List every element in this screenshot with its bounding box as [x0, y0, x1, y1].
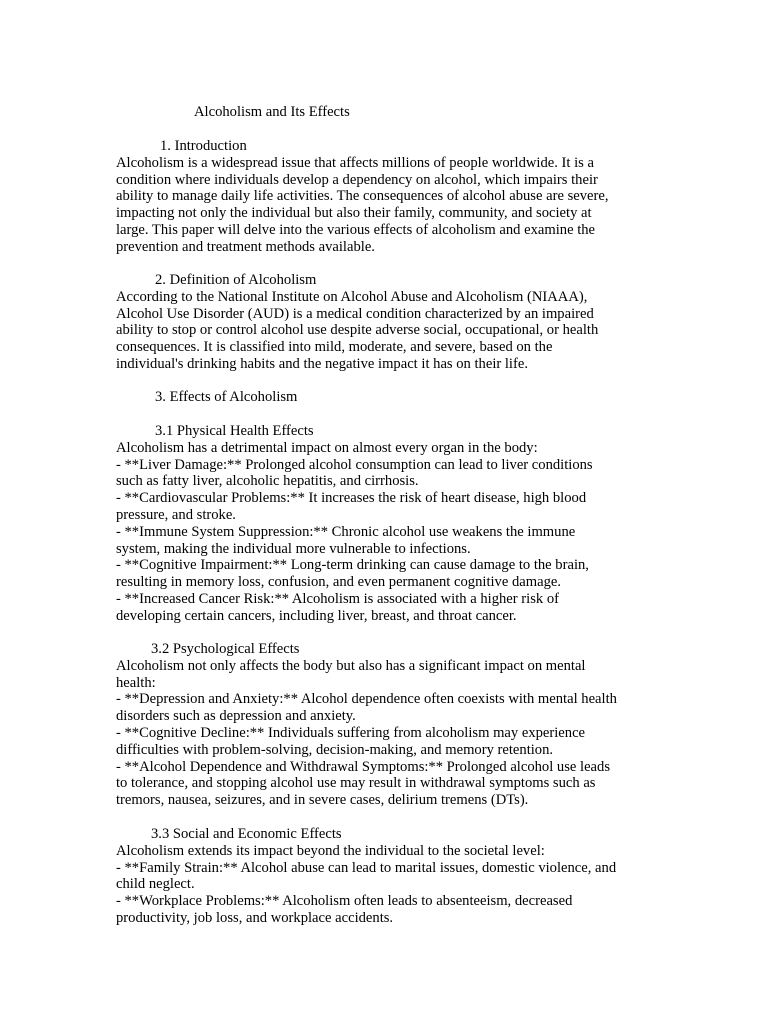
section-body: Alcoholism extends its impact beyond the individual to the societal level: - **Family Strain:** Alcohol abuse can lead to marital issues, domestic violence, and child neglect. - **Workplace Problems:** Alcoholism often leads to absenteeism, decreased productivity, job loss, and workplace accidents.: [116, 842, 617, 926]
section-body: Alcoholism has a detrimental impact on almost every organ in the body: - **Liver Damage:** Prolonged alcohol consumption can lead to liver conditions such as fatty liver, alcoholic hepatitis, and cirrhosis. - **Cardiovascular Problems:** It increases the risk of heart disease, high blood pressure, and stroke. - **Immune System Suppression:** Chronic alcohol use weakens the immune system, making the individual more vulnerable to infections. - **Cognitive Impairment:** Long-term drinking can cause damage to the brain, resulting in memory loss, confusion, and even permanent cognitive damage. - **Increased Cancer Risk:** Alcoholism is associated with a higher risk of developing certain cancers, including liver, breast, and throat cancer.: [116, 439, 593, 624]
section-physical-effects: [116, 423, 656, 625]
section-definition: [116, 272, 656, 373]
section-effects: [116, 389, 656, 406]
section-body: Alcoholism not only affects the body but also has a significant impact on mental health: - **Depression and Anxiety:** Alcohol dependence often coexists with mental health disorders such as depression and anxiety. - **Cognitive Decline:** Individuals suffering from alcoholism may experience difficulties with problem-solving, decision-making, and memory retention. - **Alcohol Dependence and Withdrawal Symptoms:** Prolonged alcohol use leads to tolerance, and stopping alcohol use may result in withdrawal symptoms such as tremors, nausea, seizures, and in severe cases, delirium tremens (DTs).: [116, 657, 617, 809]
section-heading: 3. Effects of Alcoholism: [155, 389, 298, 405]
section-heading: 2. Definition of Alcoholism: [155, 272, 317, 288]
section-body: According to the National Institute on Alcohol Abuse and Alcoholism (NIAAA), Alcohol Use Disorder (AUD) is a medical condition characterized by an impaired ability to stop or control alcohol use despite adverse social, occupational, or health consequences. It is classified into mild, moderate, and severe, based on the individual's drinking habits and the negative impact it has on their life.: [116, 288, 599, 372]
section-psychological-effects: [116, 641, 656, 809]
section-heading: 3.2 Psychological Effects: [151, 641, 300, 657]
section-social-economic-effects: [116, 826, 656, 927]
section-introduction: [116, 138, 656, 256]
section-heading: 1. Introduction: [160, 138, 247, 154]
document-title: Alcoholism and Its Effects: [194, 104, 350, 120]
section-heading: 3.1 Physical Health Effects: [155, 423, 314, 439]
section-body: Alcoholism is a widespread issue that affects millions of people worldwide. It is a condition where individuals develop a dependency on alcohol, which impairs their ability to manage daily life activities. The consequences of alcohol abuse are severe, impacting not only the individual but also their family, community, and society at large. This paper will delve into the various effects of alcoholism and examine the prevention and treatment methods available.: [116, 154, 609, 255]
section-heading: 3.3 Social and Economic Effects: [151, 826, 342, 842]
